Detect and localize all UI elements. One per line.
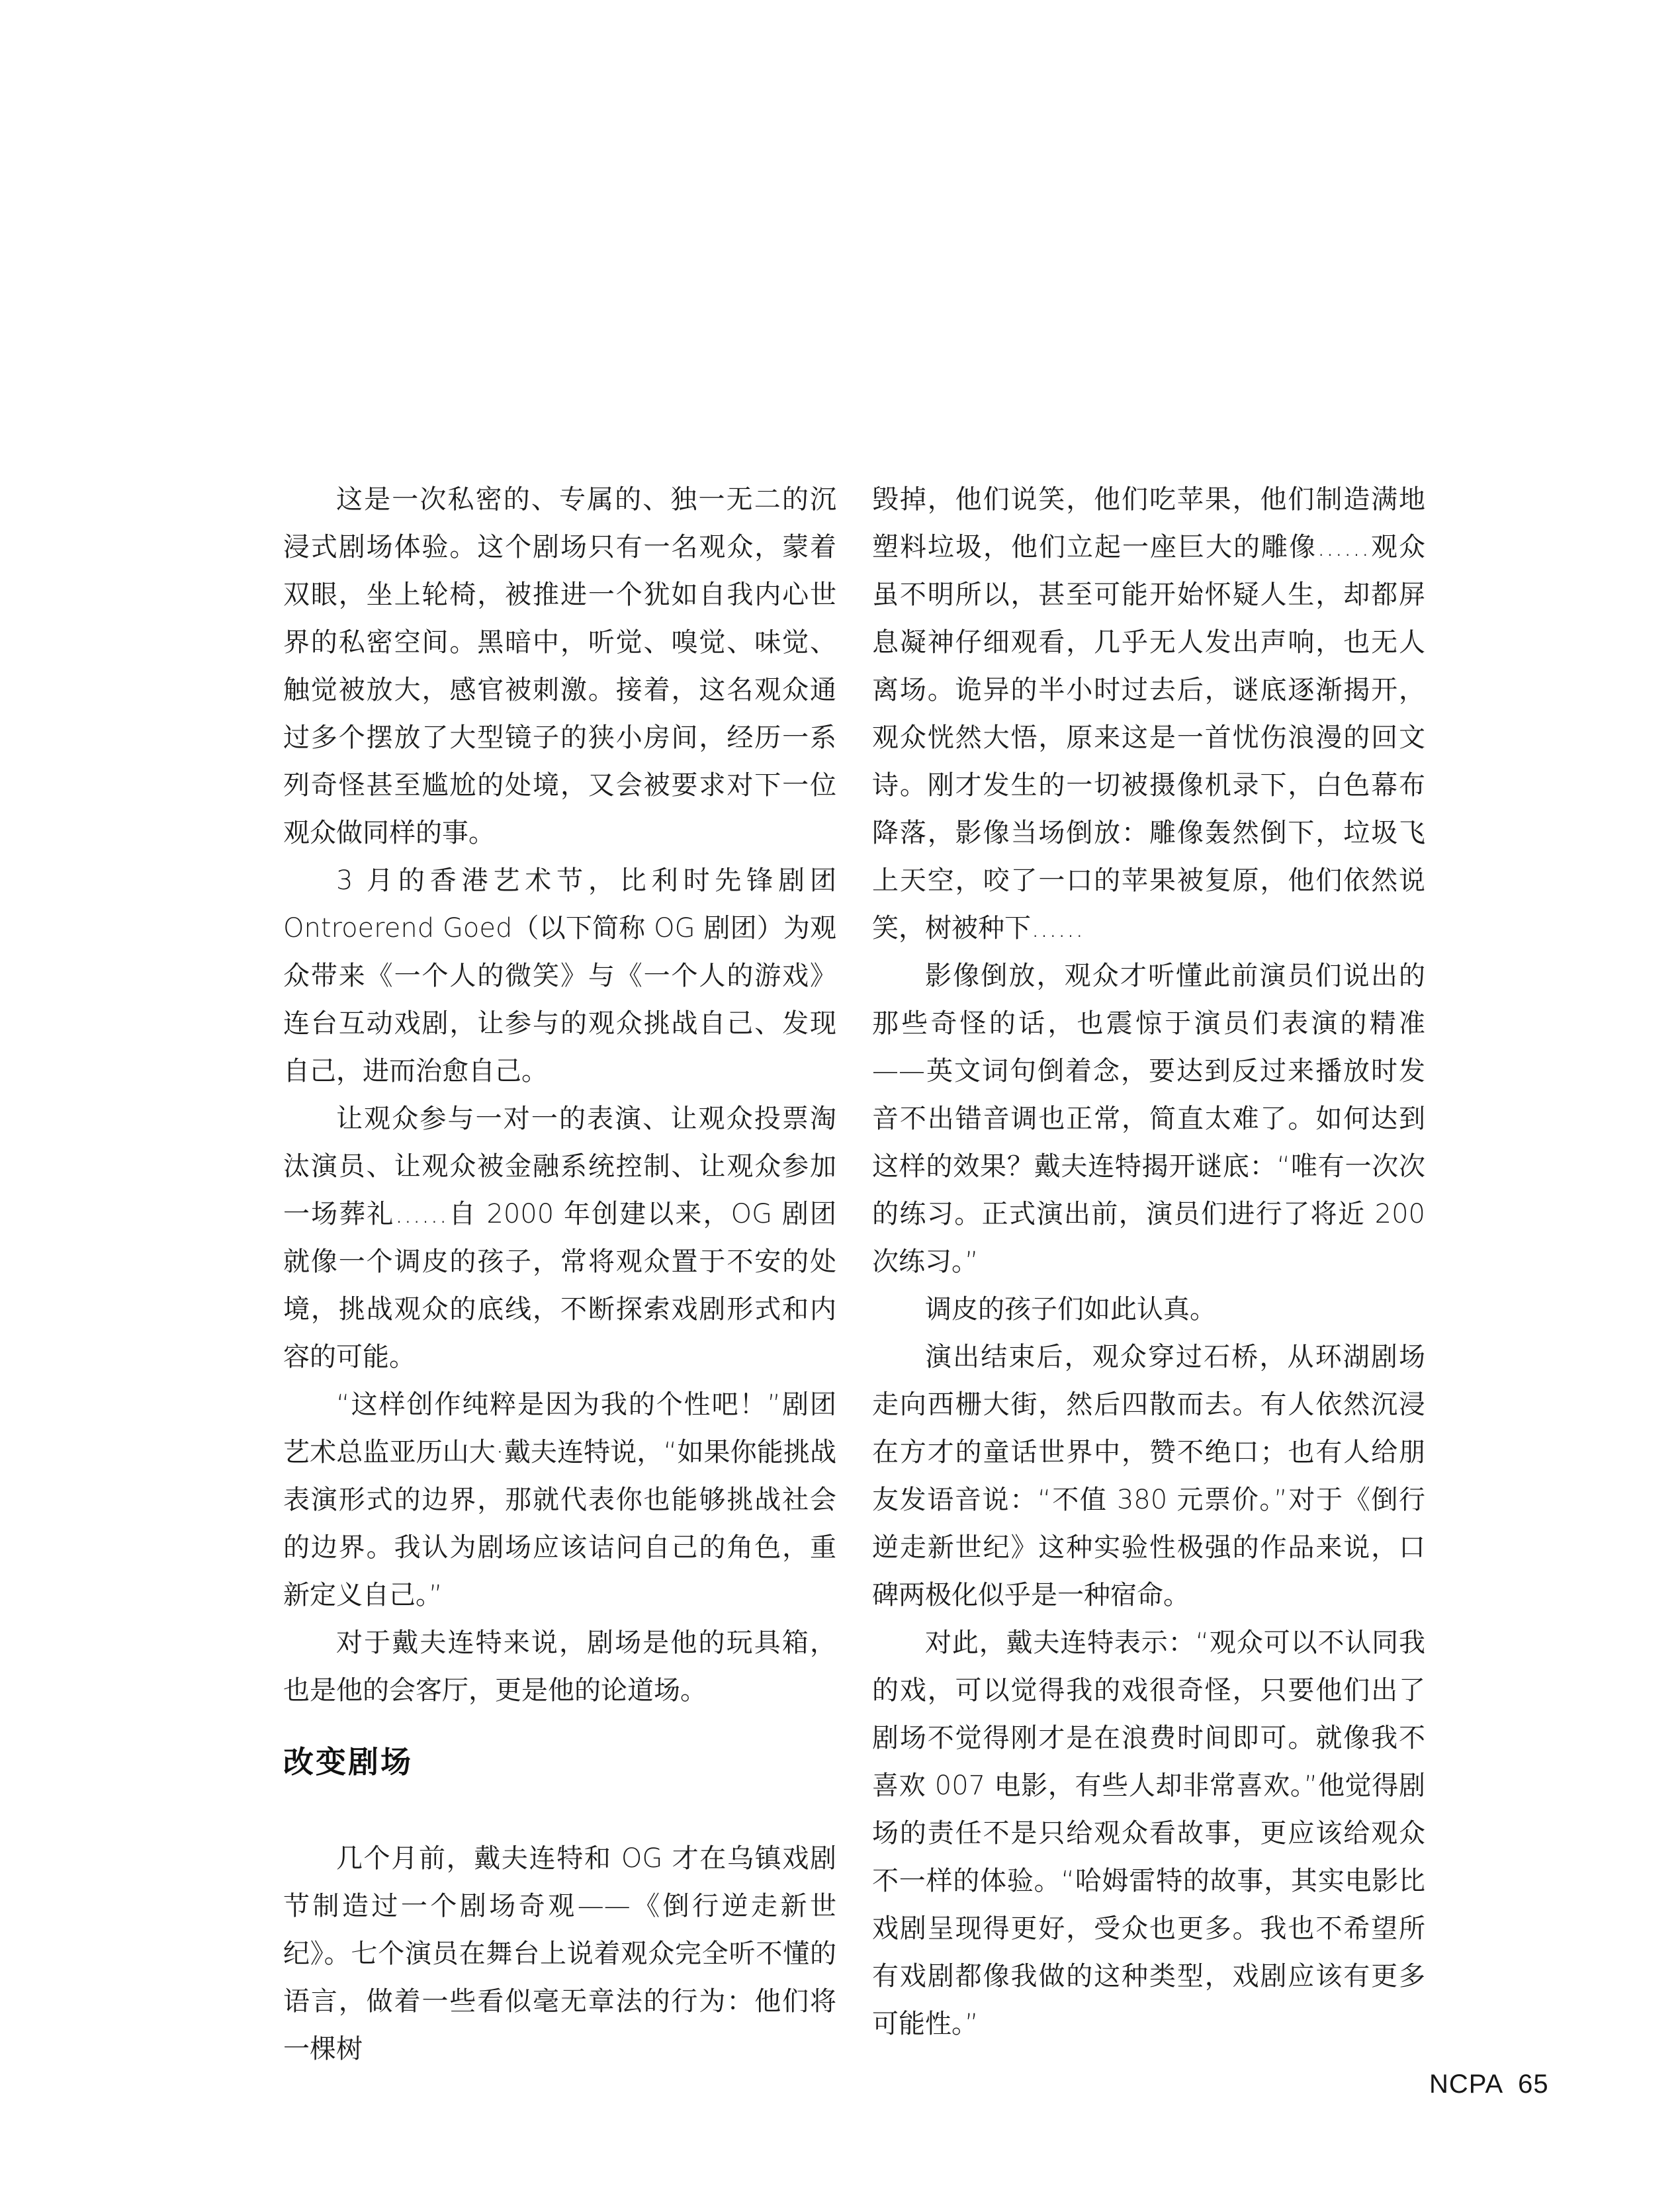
paragraph: 3 月的香港艺术节，比利时先锋剧团 Ontroerend Goed（以下简称 OG 剧团）为观众带来《一个人的微笑》与《一个人的游戏》连台互动戏剧，让参与的观众挑战自己、发现自己，进而治愈自己。 — [283, 865, 836, 1086]
page-footer — [1429, 2068, 1549, 2100]
paragraph: 对此，戴夫连特表示：“观众可以不认同我的戏，可以觉得我的戏很奇怪，只要他们出了剧场不觉得刚才是在浪费时间即可。就像我不喜欢 007 电影，有些人却非常喜欢。”他觉得剧场的责任不是只给观众看故事，更应该给观众不一样的体验。“哈姆雷特的故事，其实电影比戏剧呈现得更好，受众也更多。我也不希望所有戏剧都像我做的这种类型，戏剧应该有更多可能性。” — [872, 1628, 1425, 2039]
paragraph: 让观众参与一对一的表演、让观众投票淘汰演员、让观众被金融系统控制、让观众参加一场葬礼……自 2000 年创建以来，OG 剧团就像一个调皮的孩子，常将观众置于不安的处境，挑战观众的底线，不断探索戏剧形式和内容的可能。 — [283, 1104, 836, 1372]
paragraph: 毁掉，他们说笑，他们吃苹果，他们制造满地塑料垃圾，他们立起一座巨大的雕像……观众虽不明所以，甚至可能开始怀疑人生，却都屏息凝神仔细观看，几乎无人发出声响，也无人离场。诡异的半小时过去后，谜底逐渐揭开，观众恍然大悟，原来这是一首忧伤浪漫的回文诗。刚才发生的一切被摄像机录下，白色幕布降落，影像当场倒放：雕像轰然倒下，垃圾飞上天空，咬了一口的苹果被复原，他们依然说笑，树被种下…… — [872, 484, 1425, 943]
paragraph: 对于戴夫连特来说，剧场是他的玩具箱，也是他的会客厅，更是他的论道场。 — [283, 1628, 836, 1706]
footer-brand: NCPA — [1429, 2070, 1504, 2099]
paragraph: 这是一次私密的、专属的、独一无二的沉浸式剧场体验。这个剧场只有一名观众，蒙着双眼，坐上轮椅，被推进一个犹如自我内心世界的私密空间。黑暗中，听觉、嗅觉、味觉、触觉被放大，感官被刺激。接着，这名观众通过多个摆放了大型镜子的狭小房间，经历一系列奇怪甚至尴尬的处境，又会被要求对下一位观众做同样的事。 — [283, 484, 836, 848]
paragraph: 影像倒放，观众才听懂此前演员们说出的那些奇怪的话，也震惊于演员们表演的精准——英文词句倒着念，要达到反过来播放时发音不出错音调也正常，简直太难了。如何达到这样的效果？戴夫连特揭开谜底：“唯有一次次的练习。正式演出前，演员们进行了将近 200 次练习。” — [872, 961, 1425, 1277]
footer-page-number: 65 — [1518, 2070, 1549, 2099]
paragraph: “这样创作纯粹是因为我的个性吧！”剧团艺术总监亚历山大·戴夫连特说，“如果你能挑战表演形式的边界，那就代表你也能够挑战社会的边界。我认为剧场应该诘问自己的角色，重新定义自己。” — [283, 1389, 836, 1610]
paragraph: 几个月前，戴夫连特和 OG 才在乌镇戏剧节制造过一个剧场奇观——《倒行逆走新世纪》。七个演员在舞台上说着观众完全听不懂的语言，做着一些看似毫无章法的行为：他们将一棵树 — [283, 1843, 836, 2064]
right-column — [872, 476, 1425, 2048]
paragraph: 演出结束后，观众穿过石桥，从环湖剧场走向西栅大街，然后四散而去。有人依然沉浸在方才的童话世界中，赞不绝口；也有人给朋友发语音说：“不值 380 元票价。”对于《倒行逆走新世纪》这种实验性极强的作品来说，口碑两极化似乎是一种宿命。 — [872, 1342, 1425, 1610]
section-heading: 改变剧场 — [283, 1744, 413, 1780]
paragraph: 调皮的孩子们如此认真。 — [925, 1294, 1216, 1325]
left-column — [283, 476, 836, 2073]
